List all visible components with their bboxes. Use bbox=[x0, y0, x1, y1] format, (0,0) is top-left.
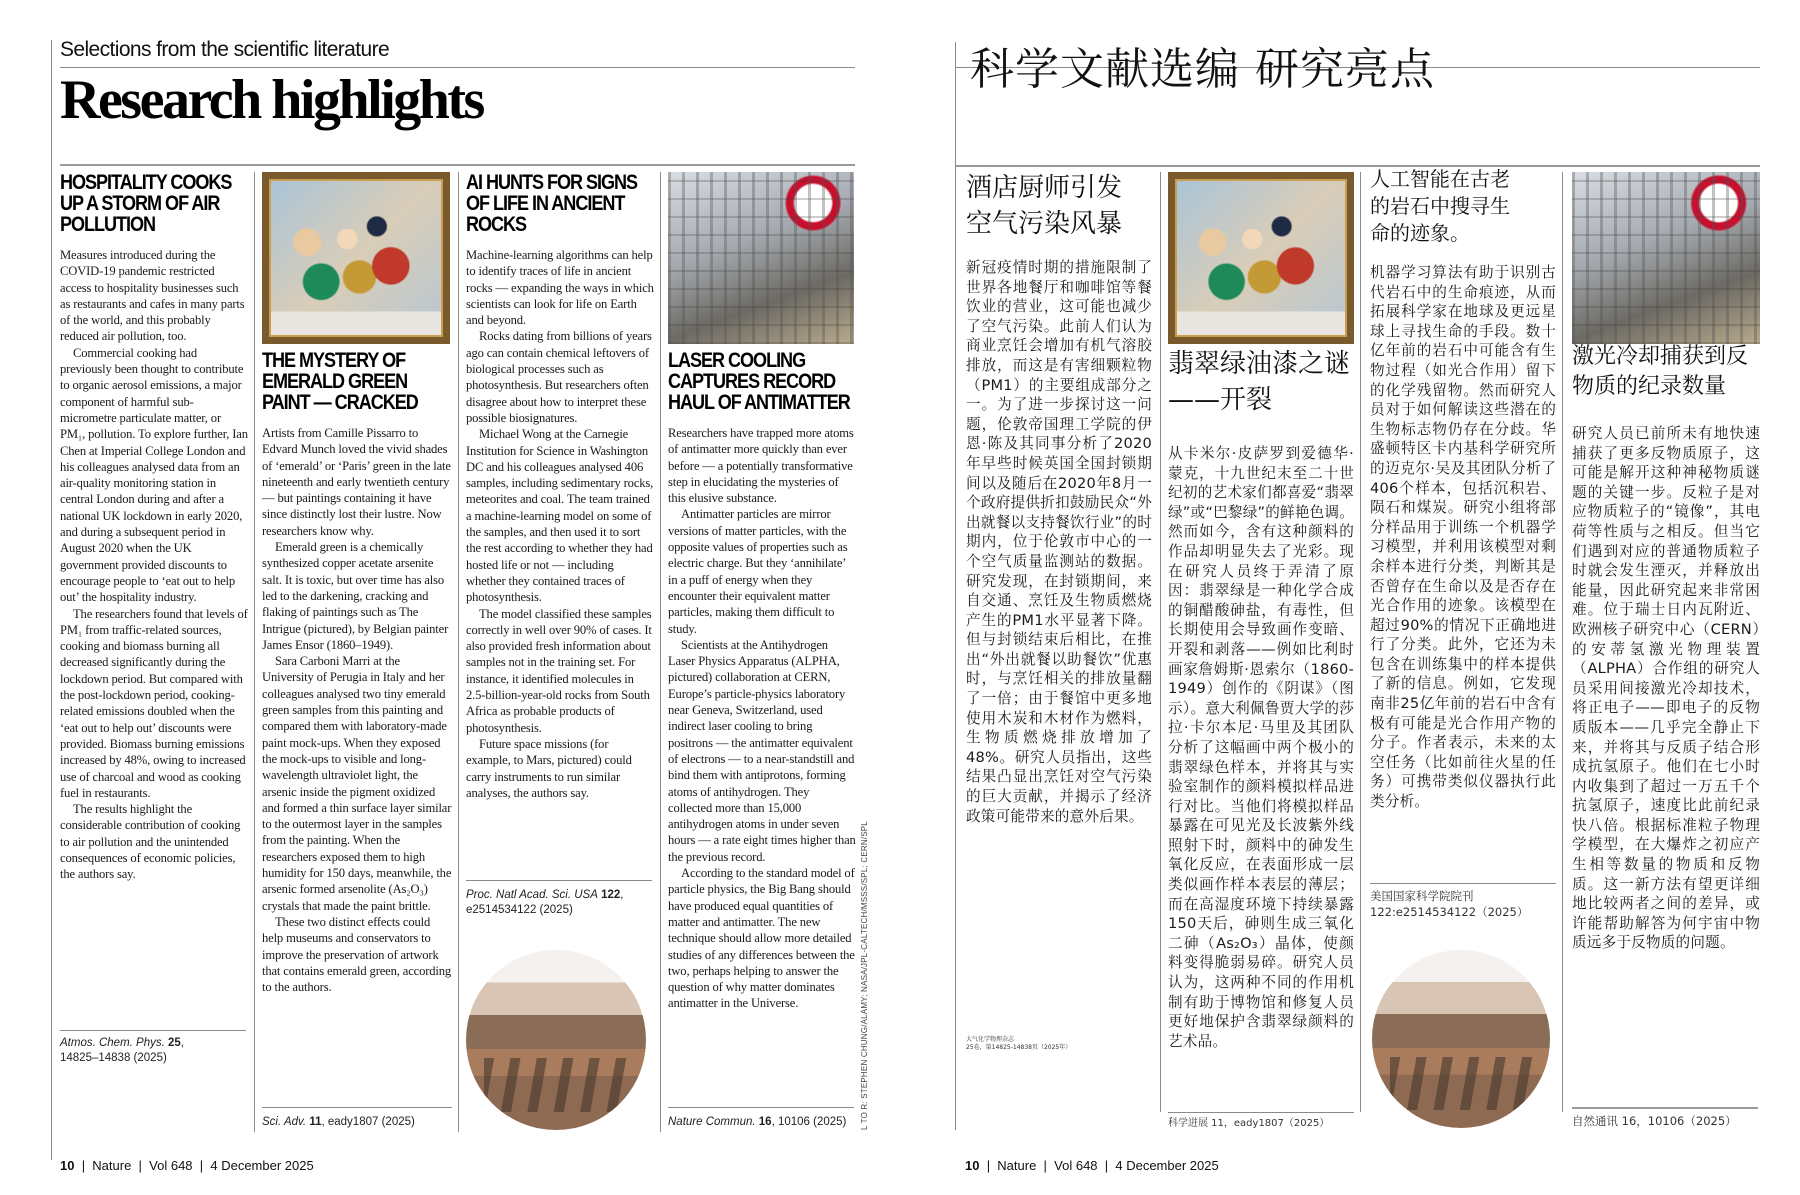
article-emerald-green-zh bbox=[1168, 346, 1354, 1051]
page-footer: 10 | Nature | Vol 648 | 4 December 2025 bbox=[60, 1158, 314, 1173]
section-kicker: Selections from the scientific literature bbox=[60, 38, 390, 61]
page-title: Research highlights bbox=[60, 69, 483, 131]
article-body: 从卡米尔·皮萨罗到爱德华·蒙克，十九世纪末至二十世纪初的艺术家们都喜爱“翡翠绿”或“巴黎绿”的鲜艳色调。然而如今，含有这种颜料的作品却明显失去了光彩。现在研究人员终于弄清了原因：翡翠绿是一种化学合成的铜醋酸砷盐，有毒性，但长期使用会导致画作变暗、开裂和剥落——例如比利时画家詹姆斯·恩索尔（1860-1949）创作的《阴谋》（图示）。意大利佩鲁贾大学的莎拉·卡尔本尼·马里及其团队分析了这幅画中两个极小的翡翠绿色样本，并将其与实验室制作的颜料模拟样品进行对比。当他们将模拟样品暴露在可见光及长波紫外线照射下时，颜料中的砷发生氧化反应，在表面形成一层类似画作样本表层的薄层；而在高湿度环境下持续暴露150天后，砷则生成三氧化二砷（As₂O₃）晶体，使颜料变得脆弱易碎。研究人员认为，这两种不同的作用机制有助于博物馆和修复人员更好地保护含翡翠绿颜料的艺术品。 bbox=[1168, 445, 1355, 1050]
article-body bbox=[466, 247, 654, 801]
alpha-lab-image bbox=[1572, 172, 1760, 344]
paragraph: Machine-learning algorithms can help to identify traces of life in ancient rocks — expanding the ways in which scientists can look for life on Earth and beyond. bbox=[466, 248, 654, 328]
column-divider-1 bbox=[254, 172, 255, 1132]
mars-image bbox=[1372, 950, 1550, 1128]
painting-image bbox=[1168, 172, 1354, 344]
articles-top-rule bbox=[60, 164, 855, 166]
article-body bbox=[262, 425, 452, 995]
paragraph: Emerald green is a chemically synthesized copper acetate arsenite salt. It is toxic, but over time has also led to the darkening, cracking and flaking of paintings such as The Intrigue (pictured), by Belgian painter James Ensor (1860–1949). bbox=[262, 540, 449, 652]
paragraph: The model classified these samples correctly in well over 90% of cases. It also provided fresh information about samples not in the training set. For instance, it identified molecules in 2.5-billion-year-old rocks from South Africa as probable products of photosynthesis. bbox=[466, 606, 652, 735]
column-divider-1 bbox=[1160, 172, 1161, 1112]
paragraph: The results highlight the considerable contribution of cooking to air pollution and the unintended consequences of economic policies, the authors say. bbox=[60, 802, 241, 882]
reference-rule bbox=[466, 880, 652, 881]
paragraph: According to the standard model of particle physics, the Big Bang should have produced equal quantities of matter and antimatter. The new technique should allow more detailed studies of any differences between the two, perhaps helping to answer the question of why matter dominates antimatter in the Universe. bbox=[668, 866, 855, 1011]
article-headline: 激光冷却捕获到反物质的纪录数量 bbox=[1572, 344, 1749, 399]
painting-image bbox=[262, 172, 450, 344]
article-reference: 美国国家科学院院刊 122:e2514534122（2025） bbox=[1370, 889, 1529, 919]
paragraph: Michael Wong at the Carnegie Institution for Science in Washington DC and his colleagues analysed 406 samples, including sedimentary rocks, meteorites and coal. The team trained a machine-learning model on some of the samples, and then used it to sort the rest according to whether they had hosted life or not — including whether they contained traces of photosynthesis. bbox=[466, 427, 654, 605]
article-body: 研究人员已前所未有地快速捕获了更多反物质原子，这可能是解开这种神秘物质谜题的关键一步。反粒子是对应物质粒子的“镜像”，其电荷等性质与之相反。但当它们遇到对应的普通物质粒子时就会发生湮灭，并释放出能量，因此研究起来非常困难。位于瑞士日内瓦附近、欧洲核子研究中心（CERN）的安蒂氢激光物理装置（ALPHA）合作组的研究人员采用间接激光冷却技术，将正电子——即电子的反物质版本——几乎完全静止下来，并将其与反质子结合形成抗氢原子。他们在七小时内收集到了超过一万五千个抗氢原子，速度比此前纪录快八倍。根据标准粒子物理学模型，在大爆炸之初应产生相等数量的物质和反物质。这一新方法有望更详细地比较两者之间的差异，或许能帮助解答为何宇宙中物质远多于反物质的问题。 bbox=[1572, 425, 1760, 952]
article-body: 机器学习算法有助于识别古代岩石中的生命痕迹，从而拓展科学家在地球及更远星球上寻找生命的手段。数十亿年前的岩石中可能含有生物过程（如光合作用）留下的化学残留物。然而研究人员对于如何解读这些潜在的生物标志物仍存在分歧。华盛顿特区卡内基科学研究所的迈克尔·吴及其团队分析了406个样本，包括沉积岩、陨石和煤炭。研究小组将部分样品用于训练一个机器学习模型，并利用该模型对剩余样本进行分类，判断其是否曾存在生命以及是否存在光合作用的迹象。该模型在超过90%的情况下正确地进行了分类。此外，它还为未包含在训练集中的样本提供了新的信息。例如，它发现南非25亿年前的岩石中含有极有可能是光合作用产物的分子。作者表示，未来的太空任务（比如前往火星的任务）可携带类似仪器执行此类分析。 bbox=[1370, 264, 1556, 811]
article-reference: Sci. Adv. 11, eady1807 (2025) bbox=[262, 1116, 415, 1128]
left-margin-rule bbox=[51, 40, 52, 1160]
column-divider-3 bbox=[1562, 172, 1563, 1112]
paragraph: Scientists at the Antihydrogen Laser Physics Apparatus (ALPHA, pictured) collaboration at CERN, Europe’s particle-physics laboratory near Geneva, Switzerland, used indirect laser cooling to bring positrons — the antimatter equivalent of electrons — to a near-standstill and bind them with antiprotons, forming atoms of antihydrogen. They collected more than 15,000 antihydrogen atoms in under seven hours — a rate eight times higher than the previous record. bbox=[668, 637, 856, 864]
article-emerald-green bbox=[262, 350, 452, 995]
page-title: 科学文献选编 研究亮点 bbox=[970, 44, 1435, 95]
reference-rule bbox=[1572, 1107, 1758, 1109]
column-divider-2 bbox=[1360, 172, 1361, 1112]
article-antimatter-zh bbox=[1572, 342, 1760, 953]
column-divider-3 bbox=[660, 172, 661, 1132]
article-ai-rocks bbox=[466, 172, 654, 801]
kicker-rule bbox=[60, 67, 855, 68]
article-reference: 大气化学物理杂志 25卷，第14825-14838页（2025年） bbox=[966, 1036, 1072, 1051]
article-hospitality bbox=[60, 172, 248, 883]
article-headline: LASER COOLING CAPTURES RECORD HAUL OF ANTIMATTER bbox=[668, 349, 850, 414]
reference-rule bbox=[262, 1107, 452, 1108]
articles-top-rule bbox=[955, 165, 1760, 167]
article-reference: Proc. Natl Acad. Sci. USA 122, e2514534122 (2025) bbox=[466, 889, 624, 916]
reference-rule bbox=[1370, 883, 1556, 884]
reference-rule bbox=[60, 1030, 246, 1031]
article-headline: THE MYSTERY OF EMERALD GREEN PAINT — CRACKED bbox=[262, 349, 418, 414]
article-reference: Atmos. Chem. Phys. 25, 14825–14838 (2025) bbox=[60, 1037, 185, 1064]
column-divider-2 bbox=[458, 172, 459, 1132]
paragraph: Antimatter particles are mirror versions of matter particles, with the opposite values of properties such as electric charge. But they ‘annihilate’ in a puff of energy when they encounter their equivalent matter particles, making them difficult to study. bbox=[668, 507, 848, 636]
page-footer: 10 | Nature | Vol 648 | 4 December 2025 bbox=[965, 1158, 1219, 1173]
reference-rule bbox=[1168, 1112, 1354, 1113]
article-headline: HOSPITALITY COOKS UP A STORM OF AIR POLLUTION bbox=[60, 171, 232, 236]
paragraph: Commercial cooking had previously been thought to contribute to organic aerosol emissions, a major component of harmful sub-micrometre particulate matter, or PM₁, pollution. To explore further, Ian Chen at Imperial College London and his colleagues analysed data from an air-quality monitoring station in central London during and after a national UK lockdown in early 2020, and during a subsequent period in August 2020 when the UK government provided discounts to encourage people to ‘eat out to help out’ the hospitality industry. bbox=[60, 345, 248, 605]
article-reference: Nature Commun. 16, 10106 (2025) bbox=[668, 1116, 847, 1128]
paragraph: Researchers have trapped more atoms of antimatter more quickly than ever before — a potentially transformative step in elucidating the mysteries of this elusive substance. bbox=[668, 426, 854, 506]
article-ai-rocks-zh bbox=[1370, 166, 1556, 812]
article-body: 新冠疫情时期的措施限制了世界各地餐厅和咖啡馆等餐饮业的营业，这可能也减少了空气污染。此前人们认为商业烹饪会增加有机气溶胶排放，而这是有害细颗粒物（PM1）的主要组成部分之一。为了进一步探讨这一问题，伦敦帝国理工学院的伊恩·陈及其同事分析了2020年早些时候英国全国封锁期间以及随后在2020年8月一个政府提供折扣鼓励民众“外出就餐以支持餐饮行业”的时期内，位于伦敦市中心的一个空气质量监测站的数据。研究发现，在封锁期间，来自交通、烹饪及生物质燃烧产生的PM1水平显著下降。但与封锁结束后相比，在推出“外出就餐以助餐饮”优惠时，与烹饪相关的排放量翻了一倍；由于餐馆中更多地使用木炭和木材作为燃料，生物质燃烧排放增加了48%。研究人员指出，这些结果凸显出烹饪对空气污染的巨大贡献，并揭示了经济政策可能带来的意外后果。 bbox=[966, 259, 1152, 825]
paragraph: The researchers found that levels of PM₁ from traffic-related sources, cooking and biomass burning all decreased significantly during the lockdown period. But compared with the post-lockdown period, cooking-related emissions doubled when the ‘eat out to help out’ discounts were provided. Biomass burning emissions increased by 48%, owing to increased use of charcoal and wood as cooking fuel in restaurants. bbox=[60, 606, 248, 800]
article-headline: 翡翠绿油漆之谜——开裂 bbox=[1168, 349, 1351, 415]
paragraph: Sara Carboni Marri at the University of Perugia in Italy and her colleagues analysed two tiny emerald green samples from this painting and compared them with laboratory-made paint mock-ups. When they exposed the mock-ups to visible and long-wavelength ultraviolet light, the arsenic inside the pigment oxidized and formed a thin surface layer similar to the outermost layer in the samples from the painting. When the researchers exposed them to high humidity for 150 days, meanwhile, the arsenic formed arsenolite (As₂O₃) crystals that made the paint brittle. bbox=[262, 654, 452, 913]
paragraph: Rocks dating from billions of years ago can contain chemical leftovers of biological processes such as photosynthesis. But researchers often disagree about how to interpret these possible biosignatures. bbox=[466, 329, 652, 425]
article-headline: 人工智能在古老的岩石中搜寻生命的迹象。 bbox=[1370, 167, 1510, 245]
paragraph: Future space missions (for example, to Mars, pictured) could carry instruments to run similar analyses, the authors say. bbox=[466, 736, 632, 800]
article-body bbox=[668, 425, 856, 1012]
paragraph: These two distinct effects could help museums and conservators to improve the preservation of artwork that contains emerald green, according to the authors. bbox=[262, 914, 452, 995]
mars-image bbox=[466, 950, 646, 1130]
article-headline: 酒店厨师引发空气污染风暴 bbox=[966, 173, 1123, 239]
article-reference: 自然通讯 16，10106（2025） bbox=[1572, 1114, 1737, 1128]
reference-rule bbox=[668, 1107, 854, 1108]
photo-credit: L TO R: STEPHEN CHUNG/ALAMY; NASA/JPL-CALTECH/MSSS/SPL; CERN/SPL bbox=[860, 821, 869, 1130]
article-reference: 科学进展 11，eady1807（2025） bbox=[1168, 1118, 1330, 1129]
article-antimatter bbox=[668, 350, 856, 1012]
right-margin-rule bbox=[955, 42, 956, 1130]
article-hospitality-zh bbox=[966, 170, 1152, 826]
article-body bbox=[60, 247, 248, 883]
alpha-lab-image bbox=[668, 172, 854, 344]
paragraph: Artists from Camille Pissarro to Edvard Munch loved the vivid shades of ‘emerald’ or ‘Paris’ green in the late nineteenth and early twentieth century — but paintings containing it have since distinctly lost their lustre. Now researchers know why. bbox=[262, 426, 451, 538]
paragraph: Measures introduced during the COVID-19 pandemic restricted access to hospitality businesses such as restaurants and cafes in many parts of the world, and this probably reduced air pollution, too. bbox=[60, 248, 245, 344]
article-headline: AI HUNTS FOR SIGNS OF LIFE IN ANCIENT ROCKS bbox=[466, 171, 638, 236]
